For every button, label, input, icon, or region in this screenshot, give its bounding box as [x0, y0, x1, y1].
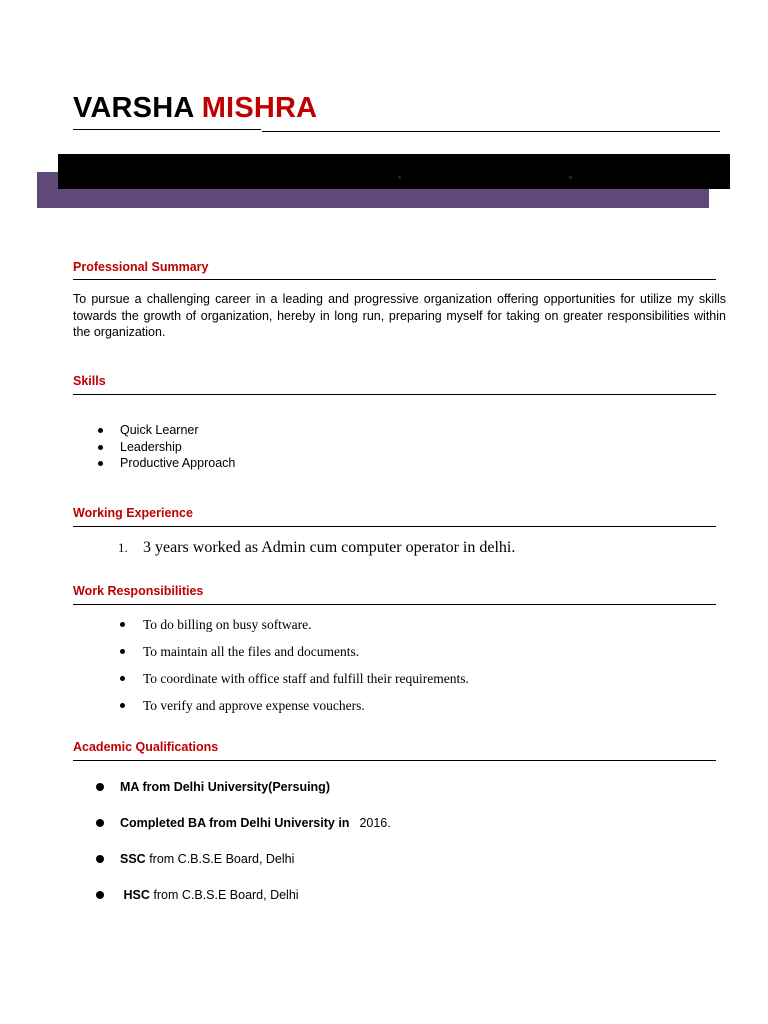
section-divider [73, 604, 716, 605]
experience-item [118, 538, 515, 558]
skills-list [98, 422, 235, 472]
section-divider [73, 279, 716, 280]
banner-mark [569, 176, 572, 179]
section-title-responsibilities: Work Responsibilities [73, 584, 204, 598]
qualification-detail: from C.B.S.E Board, Delhi [153, 888, 299, 902]
section-divider [73, 526, 716, 527]
qualification-detail: 2016. [359, 816, 391, 830]
qualification-name: HSC [123, 888, 150, 902]
list-item [96, 886, 391, 922]
section-divider [73, 394, 716, 395]
list-item: Quick Learner [98, 422, 235, 439]
header-divider [262, 131, 720, 132]
list-item: Productive Approach [98, 455, 235, 472]
candidate-name [73, 88, 317, 128]
list-item: To maintain all the files and documents. [118, 643, 469, 670]
list-item [96, 850, 391, 886]
responsibilities-list [118, 616, 469, 724]
list-item: To coordinate with office staff and fulfill their requirements. [118, 670, 469, 697]
section-title-summary: Professional Summary [73, 260, 209, 274]
first-name: VARSHA [73, 92, 194, 124]
qualification-name: SSC [120, 852, 146, 866]
experience-text: 3 years worked as Admin cum computer operator in delhi. [143, 539, 516, 556]
summary-text: To pursue a challenging career in a leading and progressive organization offering opportunities for utilize my skills towards the growth of organization, hereby in long run, preparing myself for taking on greater responsibilities within the organization. [73, 292, 726, 339]
banner-mark [398, 176, 401, 179]
list-item: To verify and approve expense vouchers. [118, 697, 469, 724]
qualification-detail: from C.B.S.E Board, Delhi [149, 852, 295, 866]
section-title-academics: Academic Qualifications [73, 740, 219, 754]
list-item [96, 778, 391, 814]
academics-list [96, 778, 391, 922]
section-title-skills: Skills [73, 374, 106, 388]
section-title-experience: Working Experience [73, 506, 193, 520]
black-banner [58, 154, 730, 189]
list-item [96, 814, 391, 850]
experience-number: 1. [118, 540, 128, 555]
last-name: MISHRA [201, 92, 318, 124]
list-item: Leadership [98, 439, 235, 456]
qualification-name: Completed BA from Delhi University in [120, 816, 350, 830]
name-underline [73, 129, 261, 130]
list-item: To do billing on busy software. [118, 616, 469, 643]
qualification-name: MA from Delhi University(Persuing) [120, 780, 330, 794]
section-divider [73, 760, 716, 761]
